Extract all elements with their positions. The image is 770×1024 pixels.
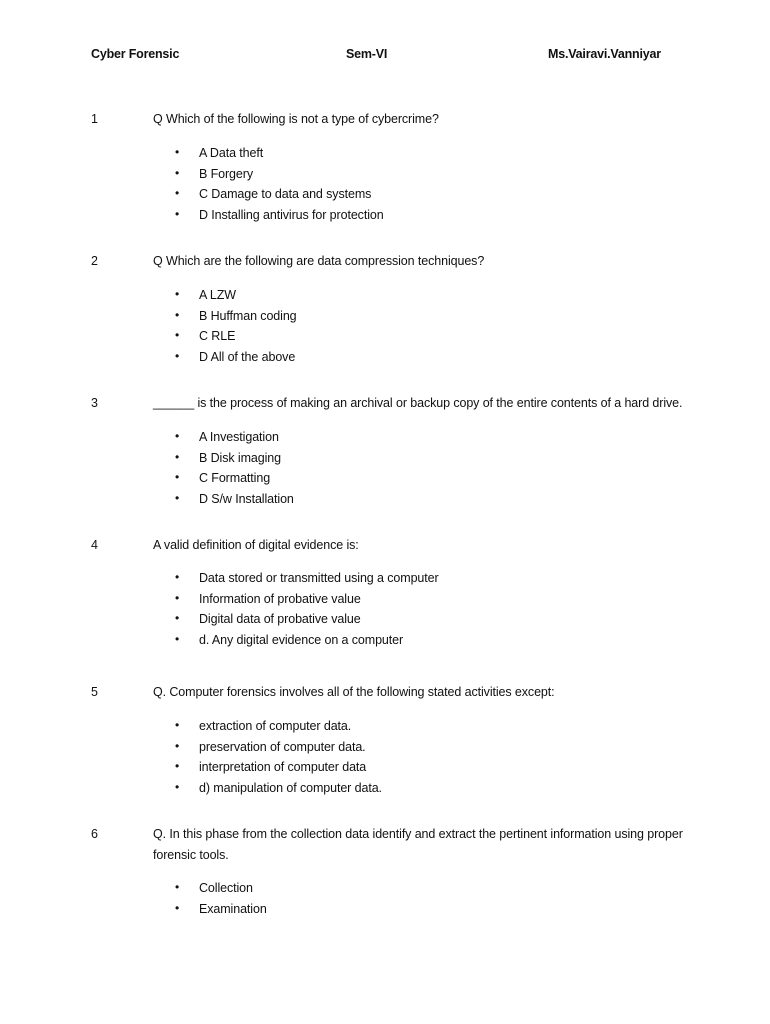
option-item [0,612,770,633]
question-text: Q. Computer forensics involves all of the following stated activities except: [153,685,555,699]
option-text: Examination [199,901,267,916]
option-item [0,208,770,229]
bullet-icon: • [175,287,180,301]
bullet-icon: • [175,145,180,159]
bullet-icon: • [175,590,180,605]
bullet-icon: • [175,206,180,221]
option-text: D All of the above [199,349,296,364]
option-item [0,288,770,309]
question-number: 6 [91,827,98,841]
bullet-icon: • [175,880,180,894]
option-list [0,146,770,228]
bullet-icon: • [175,307,180,322]
option-item [0,430,770,451]
option-text: preservation of computer data. [199,739,366,754]
header-subject: Cyber Forensic [91,47,180,61]
option-list [0,571,770,653]
option-item [0,146,770,167]
question-text: A valid definition of digital evidence is: [153,538,359,552]
option-item [0,633,770,654]
option-text: C Formatting [199,471,271,485]
option-list [0,430,770,512]
bullet-icon: • [175,631,180,646]
option-text: A Investigation [199,430,279,444]
bullet-icon: • [175,449,180,464]
question-number: 3 [91,396,98,410]
option-text: C RLE [199,329,236,343]
header-author: Ms.Vairavi.Vanniyar [548,47,661,61]
option-list [0,719,770,801]
option-list [0,288,770,370]
option-item [0,740,770,761]
bullet-icon: • [175,759,180,773]
option-item [0,760,770,781]
option-item [0,592,770,613]
option-text: A Data theft [199,146,264,160]
bullet-icon: • [175,779,180,794]
question-text: Q. In this phase from the collection data identify and extract the pertinent information using proper forensic tools. [153,827,683,862]
option-item [0,902,770,923]
option-item [0,329,770,350]
option-text: B Forgery [199,166,253,181]
bullet-icon: • [175,429,180,443]
option-text: d. Any digital evidence on a computer [199,632,404,647]
option-list [0,881,770,922]
option-text: Digital data of probative value [199,612,361,626]
option-text: Information of probative value [199,591,361,606]
option-text: d) manipulation of computer data. [199,780,382,795]
option-item [0,471,770,492]
header-semester: Sem-VI [346,47,388,61]
option-item [0,781,770,802]
question-text: ______ is the process of making an archival or backup copy of the entire contents of a hard drive. [153,396,683,410]
option-item [0,719,770,740]
option-text: interpretation of computer data [199,760,367,774]
option-item [0,309,770,330]
option-text: Data stored or transmitted using a computer [199,571,439,585]
bullet-icon: • [175,900,180,915]
option-item [0,492,770,513]
question-number: 5 [91,685,98,699]
bullet-icon: • [175,328,180,342]
option-text: B Huffman coding [199,308,297,323]
bullet-icon: • [175,490,180,505]
question-text: Q Which of the following is not a type of cybercrime? [153,112,439,126]
bullet-icon: • [175,165,180,180]
question-number: 2 [91,254,98,268]
bullet-icon: • [175,738,180,753]
option-text: B Disk imaging [199,450,281,465]
option-text: Collection [199,881,253,895]
bullet-icon: • [175,348,180,363]
option-item [0,167,770,188]
option-text: D S/w Installation [199,491,294,506]
option-item [0,350,770,371]
bullet-icon: • [175,718,180,732]
bullet-icon: • [175,570,180,584]
bullet-icon: • [175,186,180,200]
question-number: 1 [91,112,98,126]
option-text: D Installing antivirus for protection [199,207,384,222]
option-text: C Damage to data and systems [199,187,372,201]
bullet-icon: • [175,470,180,484]
option-item [0,571,770,592]
question-number: 4 [91,538,98,552]
question-text: Q Which are the following are data compression techniques? [153,254,485,268]
option-text: extraction of computer data. [199,719,352,733]
option-item [0,881,770,902]
bullet-icon: • [175,611,180,625]
option-item [0,187,770,208]
option-item [0,451,770,472]
option-text: A LZW [199,288,237,302]
